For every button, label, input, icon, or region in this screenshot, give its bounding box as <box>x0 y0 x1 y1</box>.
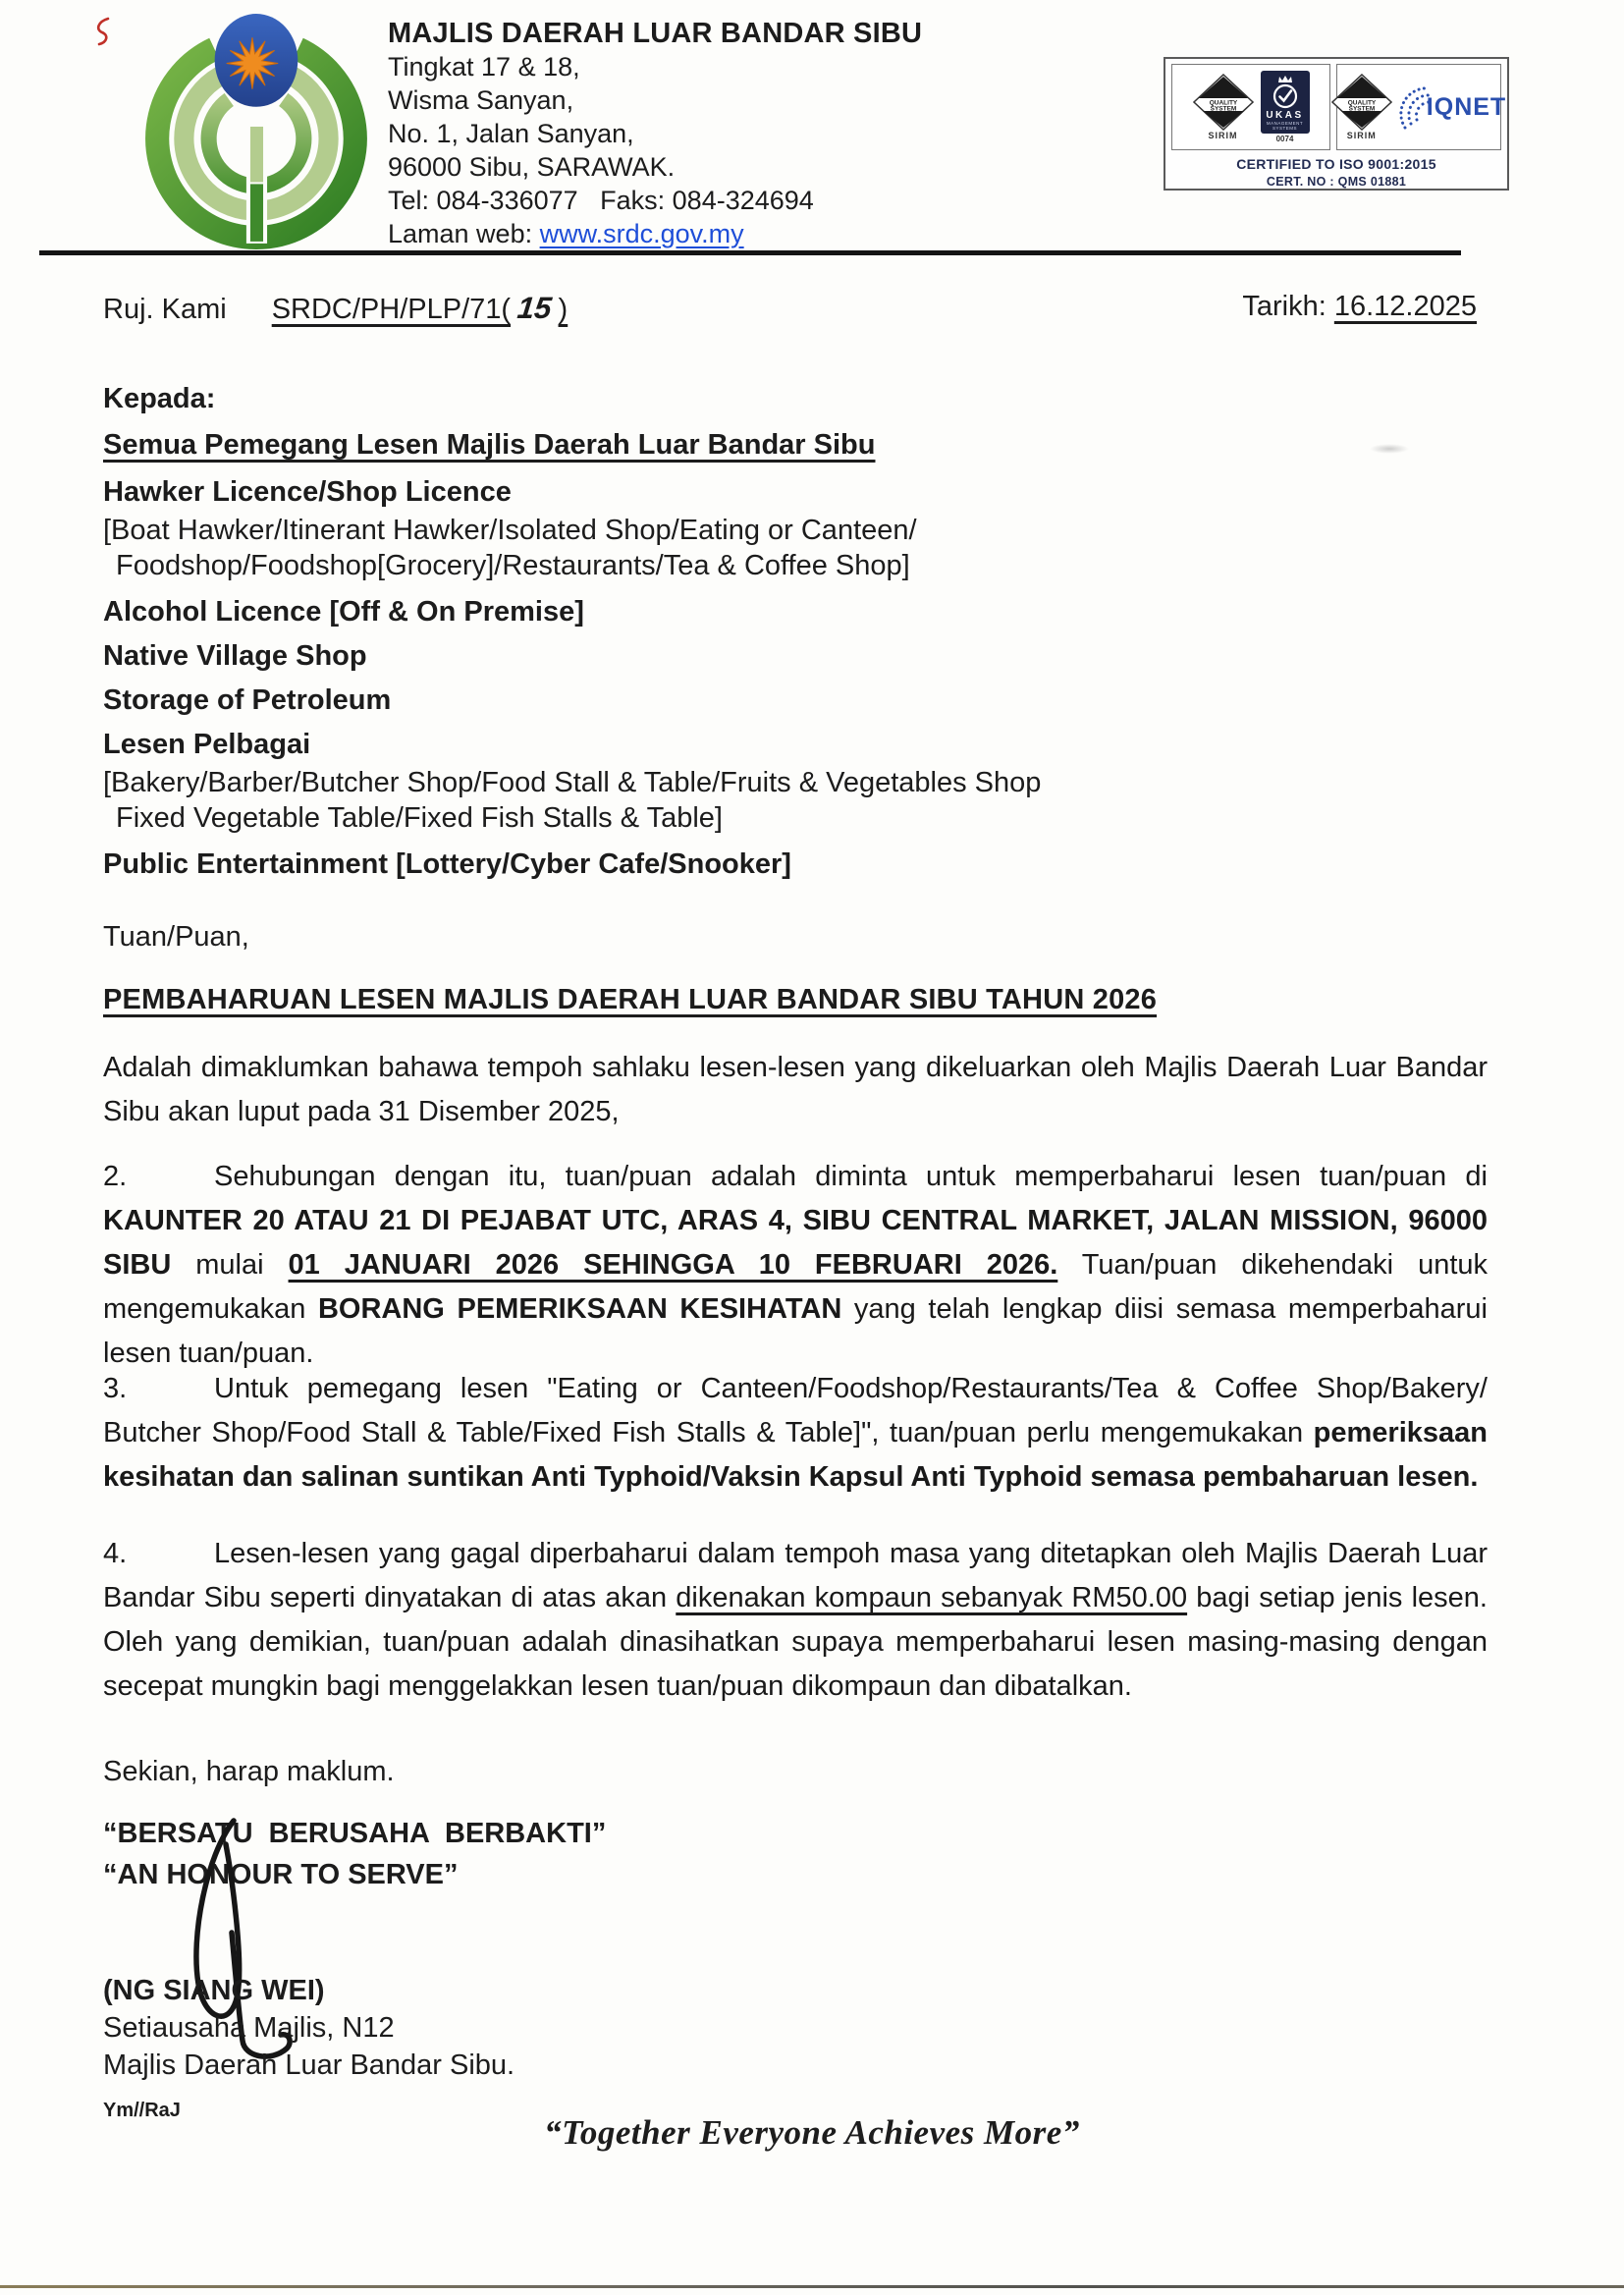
alcohol-licence-line: Alcohol Licence [Off & On Premise] <box>103 596 584 628</box>
paragraph-text: Lesen-lesen yang gagal diperbaharui dalam tempoh masa yang ditetapkan oleh Majlis Daerah Luar Bandar Sibu seperti dinyatakan di atas akan <box>103 1538 1488 1613</box>
ukas-mark <box>1261 71 1310 143</box>
cert-badges <box>1164 57 1509 191</box>
paragraph-text: Untuk pemegang lesen "Eating or Canteen/Foodshop/Restaurants/Tea & Coffee Shop/Bakery/ Butcher Shop/Food Stall & Table/Fixed Fish Stalls & Table]", tuan/puan perlu mengemukakan <box>103 1373 1488 1448</box>
native-village-line: Native Village Shop <box>103 640 367 672</box>
council-logo-icon <box>135 12 383 249</box>
addressee-main: Semua Pemegang Lesen Majlis Daerah Luar Bandar Sibu <box>103 429 876 461</box>
sirim-diamond-icon <box>1193 74 1254 133</box>
crown-icon <box>1277 75 1293 83</box>
address-line: No. 1, Jalan Sanyan, <box>388 119 634 148</box>
paragraph-3 <box>103 1367 1488 1500</box>
paragraph-number: 2. <box>103 1161 128 1192</box>
paragraph-text: Tuan/puan dikehendaki untuk mengemukakan <box>103 1249 1489 1325</box>
date-label: Tarikh: <box>1242 291 1334 322</box>
sirim-mark <box>1331 74 1392 140</box>
compound-fine-underline: dikenakan kompaun sebanyak RM50.00 <box>676 1582 1188 1613</box>
hawker-sub-line: Foodshop/Foodshop[Grocery]/Restaurants/Tea & Coffee Shop] <box>116 550 910 581</box>
cert-text <box>1171 156 1501 189</box>
public-entertainment-line: Public Entertainment [Lottery/Cyber Cafe/Snooker] <box>103 848 791 880</box>
paragraph-text: mulai <box>171 1249 289 1281</box>
pelbagai-sub-line: Fixed Vegetable Table/Fixed Fish Stalls & Table] <box>116 802 723 834</box>
subject-heading: PEMBAHARUAN LESEN MAJLIS DAERAH LUAR BANDAR SIBU TAHUN 2026 <box>103 984 1158 1015</box>
typhoid-requirement-bold: pemeriksaan kesihatan dan salinan suntikan Anti Typhoid/Vaksin Kapsul Anti Typhoid semasa pembaharuan lesen. <box>103 1417 1488 1493</box>
quality-system-text: QUALITY <box>1347 99 1377 107</box>
iqnet-mark <box>1399 79 1506 136</box>
ukas-number: 0074 <box>1275 135 1294 143</box>
paragraph-text: yang telah lengkap diisi semasa memperbaharui lesen tuan/puan. <box>103 1293 1488 1369</box>
health-form-bold: BORANG PEMERIKSAAN KESIHATAN <box>317 1293 842 1325</box>
ref-printed: SRDC/PH/PLP/71( <box>271 294 512 325</box>
paragraph-1: Adalah dimaklumkan bahawa tempoh sahlaku lesen-lesen yang dikeluarkan oleh Majlis Daerah Luar Bandar Sibu akan luput pada 31 Disember 2025, <box>103 1052 1488 1127</box>
sirim-diamond-icon <box>1331 74 1392 133</box>
quality-system-text: SYSTEM <box>1348 105 1376 113</box>
address-line: Wisma Sanyan, <box>388 85 574 115</box>
closing-line: Sekian, harap maklum. <box>103 1756 395 1787</box>
pen-mark-artifact <box>92 16 122 49</box>
ukas-badge-icon <box>1261 71 1310 134</box>
org-name: MAJLIS DAERAH LUAR BANDAR SIBU <box>388 18 923 49</box>
sirim-ukas-badge <box>1171 64 1330 150</box>
date-value: 16.12.2025 <box>1333 291 1477 322</box>
address-line: Tingkat 17 & 18, <box>388 52 580 82</box>
renewal-period-bold-underline: 01 JANUARI 2026 SEHINGGA 10 FEBRUARI 2026. <box>288 1249 1058 1281</box>
website-label: Laman web: <box>388 219 540 248</box>
hawker-licence-line: Hawker Licence/Shop Licence <box>103 476 512 508</box>
badge-row <box>1171 64 1507 150</box>
ukas-sub-label: SYSTEMS <box>1272 125 1297 131</box>
scan-edge-artifact <box>0 2285 1624 2288</box>
date-row <box>1242 291 1477 323</box>
paragraph-number: 3. <box>103 1373 128 1404</box>
paragraph-2 <box>103 1155 1488 1376</box>
typist-initials: Ym//RaJ <box>103 2100 181 2121</box>
storage-petroleum-line: Storage of Petroleum <box>103 684 392 716</box>
signer-name: (NG SIANG WEI) <box>103 1975 325 2006</box>
paragraph-text: Sehubungan dengan itu, tuan/puan adalah diminta untuk memperbaharui lesen tuan/puan di <box>214 1161 1488 1192</box>
sirim-label: SIRIM <box>1208 131 1238 140</box>
website-link[interactable]: www.srdc.gov.my <box>539 219 744 248</box>
signer-block <box>103 1972 514 2084</box>
checkmark-circle-icon <box>1272 83 1298 109</box>
header-rule <box>39 250 1461 255</box>
quality-system-text: QUALITY <box>1209 99 1237 107</box>
iqnet-label: IQNET <box>1426 92 1507 121</box>
website-line <box>388 217 922 250</box>
sirim-mark <box>1193 74 1254 140</box>
iso-certified-line: CERTIFIED TO ISO 9001:2015 <box>1236 156 1436 172</box>
letterhead <box>388 18 922 250</box>
signer-org: Majlis Daerah Luar Bandar Sibu. <box>103 2049 515 2081</box>
motto-malay: “BERSATU BERUSAHA BERBAKTI” <box>103 1818 607 1849</box>
ref-close: ) <box>558 294 568 325</box>
paragraph-4 <box>103 1532 1488 1709</box>
sirim-label: SIRIM <box>1346 131 1377 140</box>
counter-location-bold: KAUNTER 20 ATAU 21 DI PEJABAT UTC, ARAS 4, SIBU CENTRAL MARKET, JALAN MISSION, 96000 SIBU <box>103 1205 1488 1281</box>
hawker-sub-line: [Boat Hawker/Itinerant Hawker/Isolated Shop/Eating or Canteen/ <box>103 515 917 546</box>
phone-fax-line: Tel: 084-336077 Faks: 084-324694 <box>388 186 814 215</box>
quality-system-text: SYSTEM <box>1210 105 1236 113</box>
footer-tagline: “Together Everyone Achieves More” <box>544 2113 1080 2152</box>
ukas-sub-label: MANAGEMENT <box>1266 120 1304 126</box>
cert-number-line: CERT. NO : QMS 01881 <box>1266 175 1407 189</box>
scan-smudge-artifact <box>1370 444 1409 454</box>
ref-number <box>271 291 568 325</box>
ref-handwritten: 15 <box>515 291 554 325</box>
sirim-iqnet-badge <box>1336 64 1507 150</box>
kepada-label: Kepada: <box>103 383 216 414</box>
motto-english: “AN HONOUR TO SERVE” <box>103 1859 459 1890</box>
salutation: Tuan/Puan, <box>103 921 249 953</box>
ref-label: Ruj. Kami <box>103 294 227 325</box>
signer-title: Setiausaha Majlis, N12 <box>103 2012 395 2044</box>
paragraph-text: bagi setiap jenis lesen. Oleh yang demikian, tuan/puan adalah dinasihatkan supaya memperbaharui lesen masing-masing dengan secepat mungkin bagi menggelakkan lesen tuan/puan dikompaun dan dibatalkan. <box>103 1582 1488 1702</box>
address-line: 96000 Sibu, SARAWAK. <box>388 152 676 182</box>
ukas-label: UKAS <box>1266 109 1304 121</box>
paragraph-number: 4. <box>103 1538 128 1569</box>
pelbagai-sub-line: [Bakery/Barber/Butcher Shop/Food Stall & Table/Fruits & Vegetables Shop <box>103 767 1042 798</box>
lesen-pelbagai-line: Lesen Pelbagai <box>103 729 311 760</box>
reference-row <box>103 291 568 326</box>
motto-block <box>103 1813 606 1895</box>
